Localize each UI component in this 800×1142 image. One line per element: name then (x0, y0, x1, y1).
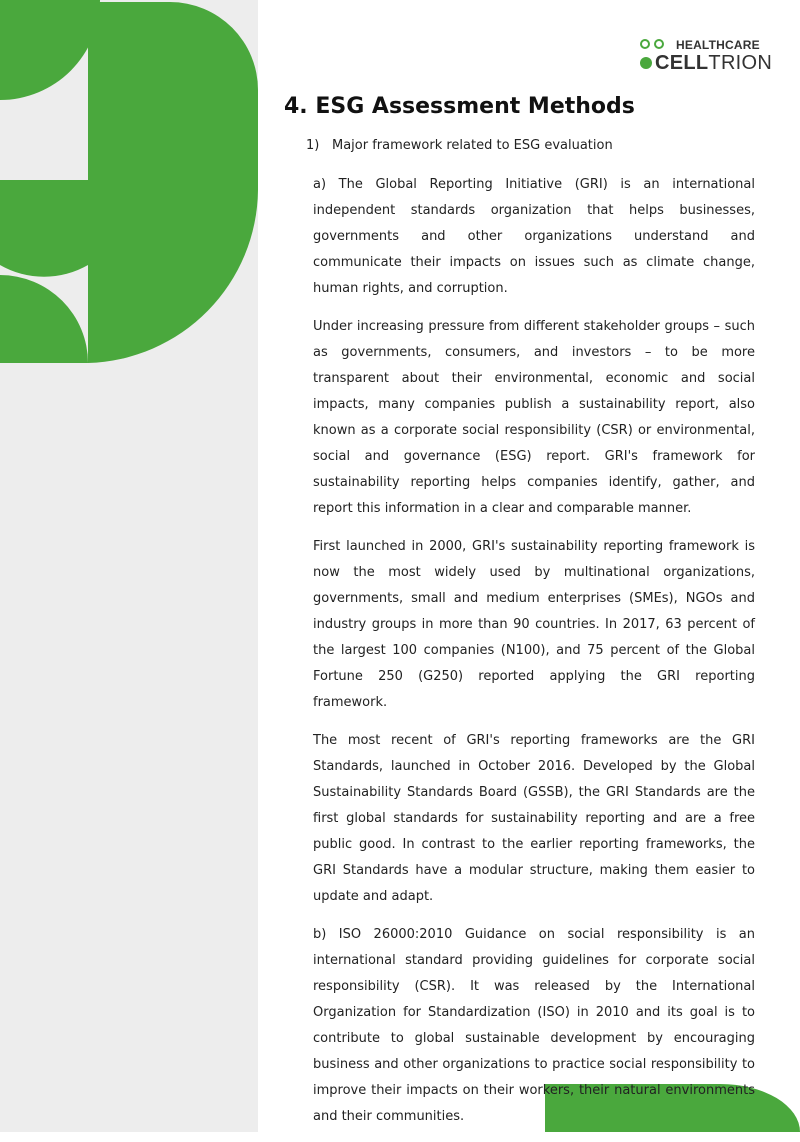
paragraph-gri-standards: The most recent of GRI's reporting frameworks are the GRI Standards, launched in October 2016. Developed by the Global Sustainability Standards Board (GSSB), the GRI Standards are the first global standards for sustainability reporting and are a free public good. In contrast to the earlier reporting frameworks, the GRI Standards have a modular structure, making them easier to update and adapt. (313, 733, 755, 904)
decorative-green-shapes-top (0, 0, 260, 365)
logo-healthcare-text: HEALTHCARE (676, 38, 760, 52)
paragraph-stakeholder-pressure: Under increasing pressure from different stakeholder groups – such as governments, consumers, and investors – to be more transparent about their environmental, economic and social impacts, many companies publish a sustainability report, also known as a corporate social responsibility (CSR) or environmental, social and governance (ESG) report. GRI's framework for sustainability reporting helps companies identify, gather, and report this information in a clear and comparable manner. (313, 319, 755, 516)
logo-ring-icon (654, 39, 664, 49)
logo-dot-icon (640, 57, 652, 69)
logo-celltrion-text: CELLTRION (655, 52, 773, 74)
paragraph-gri-intro: a) The Global Reporting Initiative (GRI) is an international independent standards organization that helps businesses, governments and other organizations understand and communicate their impacts on issues such as climate change, human rights, and corruption. (313, 177, 755, 296)
logo-ring-icon (640, 39, 650, 49)
paragraph-iso-26000: b) ISO 26000:2010 Guidance on social responsibility is an international standard providing guidelines for corporate social responsibility (CSR). It was released by the International Organization for Standardization (ISO) in 2010 and its goal is to contribute to global sustainable development by encouraging business and other organizations to practice social responsibility to improve their impacts on their workers, their natural environments and their communities. (313, 927, 755, 1124)
body-text (313, 172, 755, 1142)
section-title: 4. ESG Assessment Methods (284, 94, 635, 119)
subsection-heading (306, 138, 613, 153)
celltrion-healthcare-logo (640, 38, 773, 74)
subsection-number: 1) (306, 138, 320, 153)
paragraph-gri-history: First launched in 2000, GRI's sustainability reporting framework is now the most widely used by multinational organizations, governments, small and medium enterprises (SMEs), NGOs and industry groups in more than 90 countries. In 2017, 63 percent of the largest 100 companies (N100), and 75 percent of the Global Fortune 250 (G250) reported applying the GRI reporting framework. (313, 539, 755, 710)
subsection-text: Major framework related to ESG evaluation (332, 138, 613, 153)
